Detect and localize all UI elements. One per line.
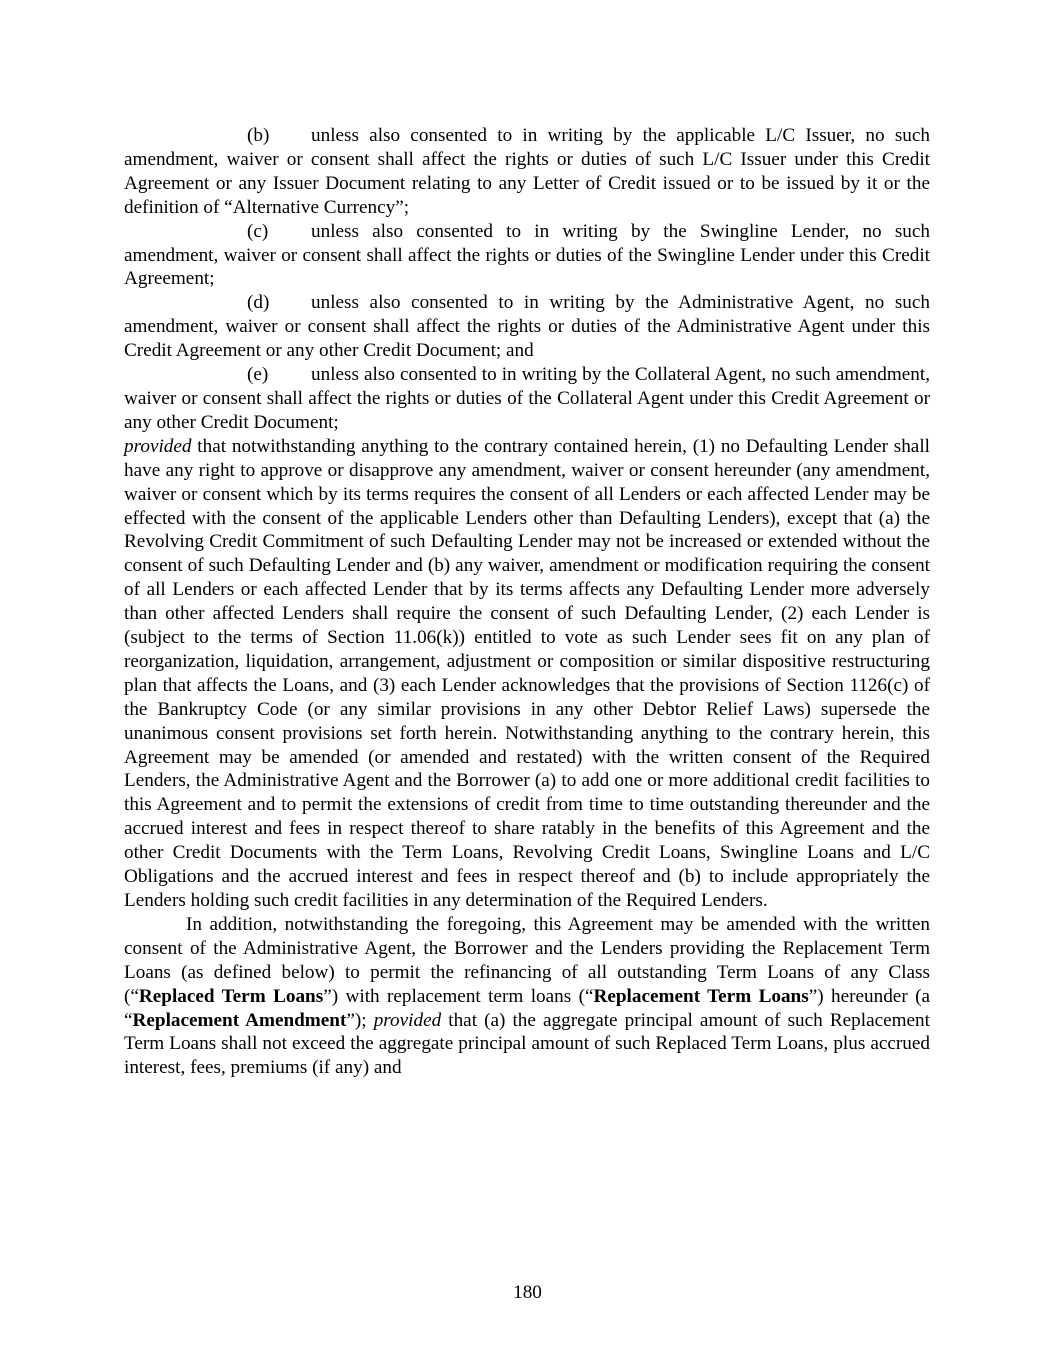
proviso-text: that notwithstanding anything to the contrary contained herein, (1) no Defaulting Lender shall have any right to approve or disapprove any amendment, waiver or consent hereunder (any amendment, waiver or consent which by its terms requires the consent of all Lenders or each affected Lender may be effected with the consent of the applicable Lenders other than Defaulting Lenders), except that (a) the Revolving Credit Commitment of such Defaulting Lender may not be increased or extended without the consent of such Defaulting Lender and (b) any waiver, amendment or modification requiring the consent of all Lenders or each affected Lender that by its terms affects any Defaulting Lender more adversely than other affected Lenders shall require the consent of such Defaulting Lender, (2) each Lender is (subject to the terms of Section 11.06(k)) entitled to vote as such Lender sees fit on any plan of reorganization, liquidation, arrangement, adjustment or composition or similar dispositive restructuring plan that affects the Loans, and (3) each Lender acknowledges that the provisions of Section 1126(c) of the Bankruptcy Code (or any similar provisions in any other Debtor Relief Laws) supersede the unanimous consent provisions set forth herein. Notwithstanding anything to the contrary herein, this Agreement may be amended (or amended and restated) with the written consent of the Required Lenders, the Administrative Agent and the Borrower (a) to add one or more additional credit facilities to this Agreement and to permit the extensions of credit from time to time outstanding thereunder and the accrued interest and fees in respect thereof to share ratably in the benefits of this Agreement and the other Credit Documents with the Term Loans, Revolving Credit Loans, Swingline Loans and L/C Obligations and the accrued interest and fees in respect thereof and (b) to include appropriately the Lenders holding such credit facilities in any determination of the Required Lenders. xyxy=(124,435,930,911)
document-page xyxy=(124,124,930,1080)
clause-e xyxy=(124,363,930,435)
proviso-paragraph xyxy=(124,435,930,913)
addition-paragraph xyxy=(124,913,930,1080)
clause-text: unless also consented to in writing by the Administrative Agent, no such amendment, waiver or consent shall affect the rights or duties of the Administrative Agent under this Credit Agreement or any other Credit Document; and xyxy=(124,292,930,362)
clause-c xyxy=(124,220,930,292)
page-number: 180 xyxy=(513,1282,542,1303)
addition-text-5: that (a) the aggregate principal amount of such Replacement Term Loans shall not exceed the aggregate principal amount of such Replaced Term Loans, plus accrued interest, fees, premiums (if any) and xyxy=(124,1009,930,1079)
clause-label: (d) xyxy=(247,292,270,314)
addition-text-4: ”); xyxy=(346,1009,374,1031)
addition-text-1: In addition, notwithstanding the foregoing, this Agreement may be amended with the written consent of the Administrative Agent, the Borrower and the Lenders providing the Replacement Term Loans (as defined below) to permit the refinancing of all outstanding Term Loans of any Class (“ xyxy=(124,913,930,1007)
clause-b xyxy=(124,124,930,220)
defined-term-replacement-amendment: Replacement Amendment xyxy=(132,1009,347,1031)
clause-text: unless also consented to in writing by the Collateral Agent, no such amendment, waiver or consent shall affect the rights or duties of the Collateral Agent under this Credit Agreement or any other Credit Document; xyxy=(124,364,930,433)
clause-label: (b) xyxy=(247,125,270,146)
clause-d xyxy=(124,291,930,363)
defined-term-replacement-term-loans: Replacement Term Loans xyxy=(593,985,809,1007)
clause-text: unless also consented to in writing by the Swingline Lender, no such amendment, waiver or consent shall affect the rights or duties of the Swingline Lender under this Credit Agreement; xyxy=(124,220,930,290)
addition-text-2: ”) with replacement term loans (“ xyxy=(323,985,594,1007)
defined-term-replaced-term-loans: Replaced Term Loans xyxy=(138,985,324,1007)
clause-label: (e) xyxy=(247,364,269,386)
proviso-lead: provided xyxy=(124,435,192,457)
addition-provided: provided xyxy=(373,1009,442,1031)
addition-text-3: ”) hereunder (a “ xyxy=(124,985,931,1031)
clause-text: unless also consented to in writing by the applicable L/C Issuer, no such amendment, waiver or consent shall affect the rights or duties of such L/C Issuer under this Credit Agreement or any Issuer Document relating to any Letter of Credit issued or to be issued by it or the definition of “Alternative Currency”; xyxy=(124,125,930,218)
clause-label: (c) xyxy=(247,220,269,242)
